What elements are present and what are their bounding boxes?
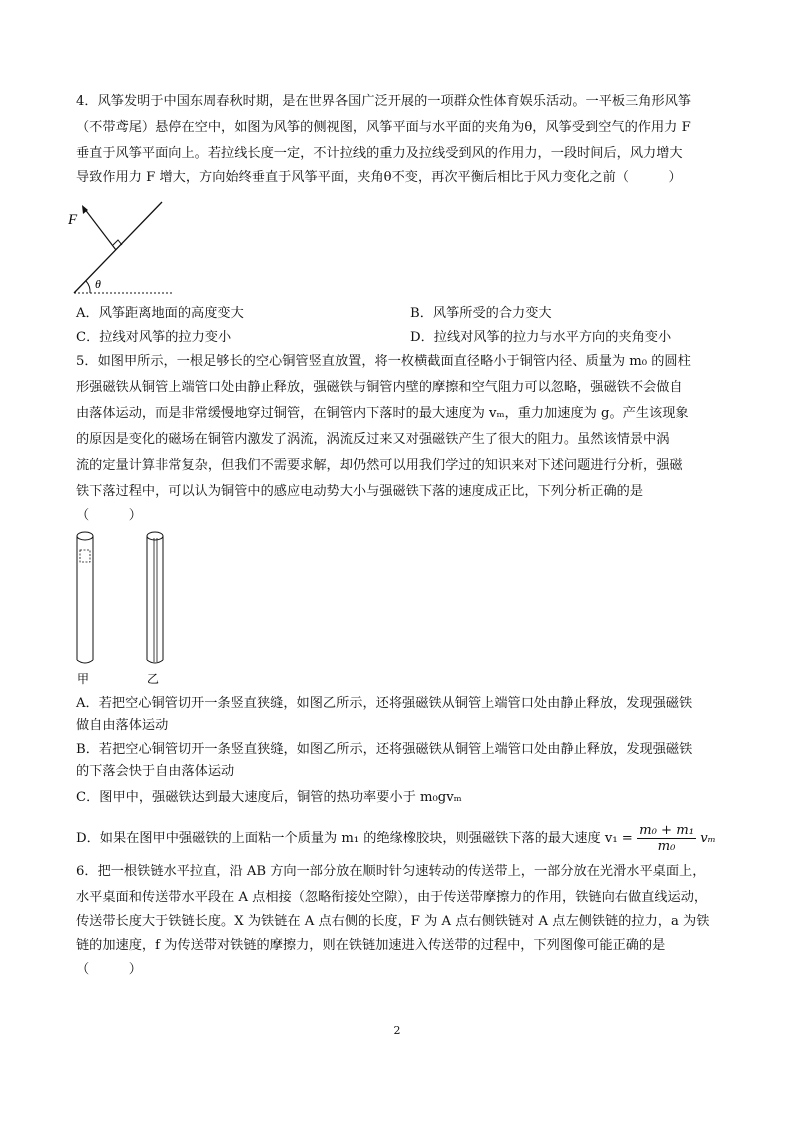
q5-line-1: 5．如图甲所示，一根足够长的空心铜管竖直放置，将一枚横截面直径略小于铜管内径、质量为 m₀ 的圆柱 — [76, 354, 691, 369]
tube-label-jia: 甲 — [77, 672, 90, 686]
q4-option-a: A．风筝距离地面的高度变大 — [76, 306, 244, 321]
angle-label: θ — [95, 277, 101, 291]
q5-line-7: （ ） — [76, 508, 142, 523]
copper-tube-diagram — [70, 528, 170, 690]
force-label: F — [68, 212, 78, 228]
fraction-numerator: m₀ + m₁ — [639, 823, 695, 838]
q4-option-c: C．拉线对风筝的拉力变小 — [76, 330, 232, 345]
kite-diagram — [66, 200, 176, 300]
q6-line-1: 6．把一根铁链水平拉直，沿 AB 方向一部分放在顺时针匀速转动的传送带上，一部分放在光滑水平桌面上， — [76, 864, 706, 879]
q6-line-5: （ ） — [76, 962, 142, 977]
q6-line-4: 链的加速度，f 为传送带对铁链的摩擦力，则在铁链加速进入传送带的过程中，下列图像可能正确的是 — [76, 938, 666, 953]
q4-line-4: 导致作用力 F 增大，方向始终垂直于风筝平面，夹角θ不变，再次平衡后相比于风力变化之前（ ） — [76, 170, 682, 185]
q5-line-2: 形强磁铁从铜管上端管口处由静止释放，强磁铁与铜管内壁的摩擦和空气阻力可以忽略，强磁铁不会做自 — [76, 380, 683, 395]
q5-option-d-tail: vₘ — [700, 831, 716, 846]
q5-option-d-text: D．如果在图甲中强磁铁的上面粘一个质量为 m₁ 的绝缘橡胶块，则强磁铁下落的最大速度 v₁ = — [76, 831, 633, 846]
q4-option-d: D．拉线对风筝的拉力与水平方向的夹角变小 — [410, 330, 672, 345]
q5-line-6: 铁下落过程中，可以认为铜管中的感应电动势大小与强磁铁下落的速度成正比，下列分析正确的是 — [76, 484, 644, 499]
q5-option-a-line-1: A．若把空心铜管切开一条竖直狭缝，如图乙所示，还将强磁铁从铜管上端管口处由静止释放，发现强磁铁 — [76, 696, 693, 711]
q4-line-2: （不带鸢尾）悬停在空中，如图为风筝的侧视图，风筝平面与水平面的夹角为θ，风筝受到空气的作用力 F — [76, 120, 691, 135]
page-number: 2 — [393, 1024, 401, 1037]
q5-option-b-line-1: B．若把空心铜管切开一条竖直狭缝，如图乙所示，还将强磁铁从铜管上端管口处由静止释放，发现强磁铁 — [76, 742, 693, 757]
velocity-fraction — [637, 823, 696, 854]
fraction-denominator: m₀ — [657, 839, 676, 854]
q6-line-3: 传送带长度大于铁链长度。X 为铁链在 A 点右侧的长度，F 为 A 点右侧铁链对 A 点左侧铁链的拉力，a 为铁 — [76, 914, 710, 929]
q5-line-3: 由落体运动，而是非常缓慢地穿过铜管，在铜管内下落时的最大速度为 vₘ，重力加速度为 g。产生该现象 — [76, 406, 689, 421]
q4-option-b: B．风筝所受的合力变大 — [410, 306, 552, 321]
q5-option-a-line-2: 做自由落体运动 — [76, 718, 169, 733]
q5-option-b-line-2: 的下落会快于自由落体运动 — [76, 764, 235, 779]
q5-option-c: C．图甲中，强磁铁达到最大速度后，铜管的热功率要小于 m₀gvₘ — [76, 790, 462, 805]
q4-line-1: 4．风筝发明于中国东周春秋时期，是在世界各国广泛开展的一项群众性体育娱乐活动。一平板三角形风筝 — [76, 94, 692, 109]
q6-line-2: 水平桌面和传送带水平段在 A 点相接（忽略衔接处空隙），由于传送带摩擦力的作用，铁链向右做直线运动， — [76, 890, 708, 905]
q5-line-4: 的原因是变化的磁场在铜管内激发了涡流，涡流反过来又对强磁铁产生了很大的阻力。虽然该情景中涡 — [76, 432, 670, 447]
q5-option-d — [76, 822, 716, 856]
q5-line-5: 流的定量计算非常复杂，但我们不需要求解，却仍然可以用我们学过的知识来对下述问题进行分析，强磁 — [76, 458, 683, 473]
tube-label-yi: 乙 — [147, 672, 160, 686]
q4-line-3: 垂直于风筝平面向上。若拉线长度一定，不计拉线的重力及拉线受到风的作用力，一段时间后，风力增大 — [76, 146, 683, 161]
